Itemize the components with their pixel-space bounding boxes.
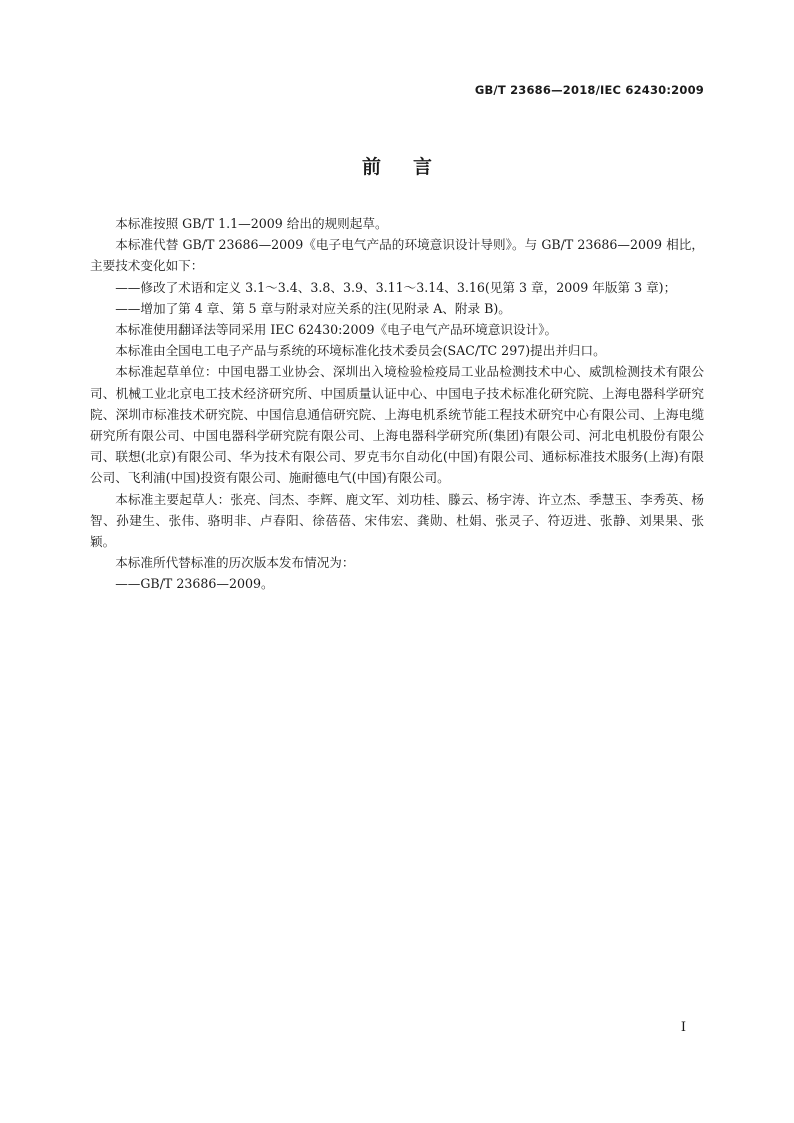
page-number: I bbox=[680, 1020, 686, 1035]
paragraph-drafting-rules: 本标准按照 GB/T 1.1—2009 给出的规则起草。 bbox=[115, 216, 388, 231]
paragraph-history-item: ——GB/T 23686—2009。 bbox=[115, 576, 274, 592]
foreword-body bbox=[90, 213, 704, 595]
paragraph-drafting-units: 本标准起草单位：中国电器工业协会、深圳出入境检验检疫局工业品检测技术中心、威凯检测技术有限公司、机械工业北京电工技术经济研究所、中国质量认证中心、中国电子技术标准化研究院、上海电器科学研究院、深圳市标准技术研究院、中国信息通信研究院、上海电机系统节能工程技术研究中心有限公司、上海电缆研究所有限公司、中国电器科学研究院有限公司、上海电器科学研究所(集团)有限公司、河北电机股份有限公司、联想(北京)有限公司、华为技术有限公司、罗克韦尔自动化(中国)有限公司、通标标准技术服务(上海)有限公司、飞利浦(中国)投资有限公司、施耐德电气(中国)有限公司。 bbox=[90, 364, 704, 486]
paragraph-history-intro: 本标准所代替标准的历次版本发布情况为： bbox=[115, 555, 355, 571]
paragraph-change-annex: ——增加了第 4 章、第 5 章与附录对应关系的注(见附录 A、附录 B)。 bbox=[115, 300, 511, 316]
paragraph-drafters: 本标准主要起草人：张亮、闫杰、李辉、鹿文军、刘功桂、滕云、杨宇涛、许立杰、季慧玉、李秀英、杨智、孙建生、张伟、骆明非、卢春阳、徐蓓蓓、宋伟宏、龚勋、杜娟、张灵子、符迈进、张静、刘果果、张颖。 bbox=[90, 491, 704, 550]
paragraph-proposed-by: 本标准由全国电工电子产品与系统的环境标准化技术委员会(SAC/TC 297)提出并归口。 bbox=[115, 343, 606, 359]
paragraph-adoption: 本标准使用翻译法等同采用 IEC 62430:2009《电子电气产品环境意识设计》。 bbox=[115, 322, 558, 338]
page-title: 前言 bbox=[361, 156, 464, 178]
paragraph-replacement: 本标准代替 GB/T 23686—2009《电子电气产品的环境意识设计导则》。与 GB/T 23686—2009 相比，主要技术变化如下： bbox=[90, 237, 704, 274]
paragraph-change-terms: ——修改了术语和定义 3.1～3.4、3.8、3.9、3.11～3.14、3.16(见第 3 章，2009 年版第 3 章)； bbox=[115, 279, 677, 295]
document-number-header: GB/T 23686—2018/IEC 62430:2009 bbox=[474, 83, 704, 97]
